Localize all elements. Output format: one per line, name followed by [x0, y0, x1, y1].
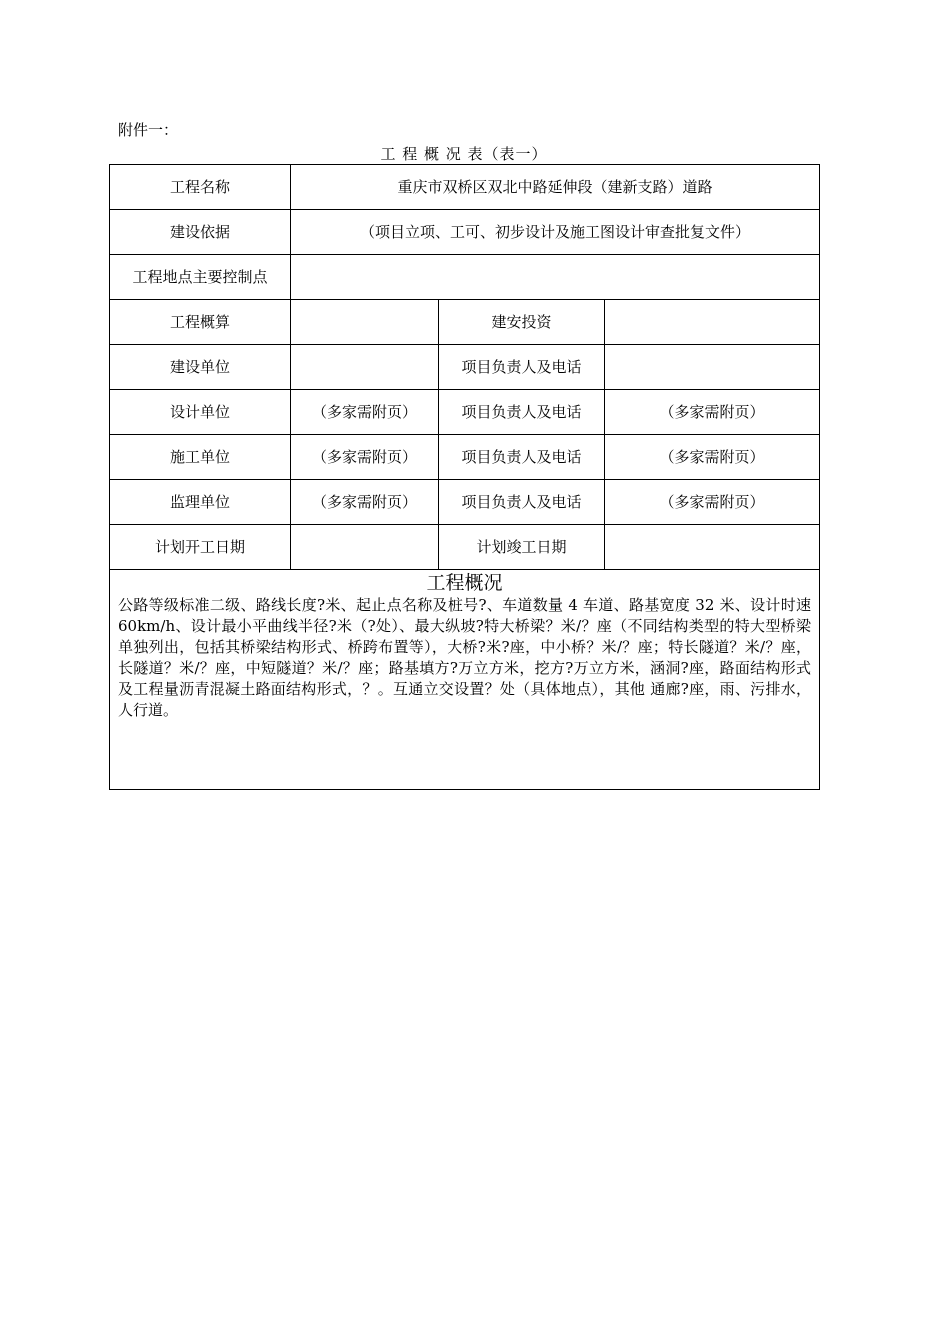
end-date-label: 计划竣工日期: [439, 525, 605, 570]
contact-value: [605, 345, 820, 390]
project-overview-table: [109, 164, 820, 790]
contact-value: （多家需附页）: [605, 390, 820, 435]
contact-label: 项目负责人及电话: [439, 390, 605, 435]
unit-label: 监理单位: [110, 480, 291, 525]
start-date-value: [291, 525, 439, 570]
budget-label: 工程概算: [110, 300, 291, 345]
investment-label: 建安投资: [439, 300, 605, 345]
end-date-value: [605, 525, 820, 570]
summary-body: 公路等级标准二级、路线长度?米、起止点名称及桩号?、车道数量 4 车道、路基宽度 32 米、设计时速 60km/h、设计最小平曲线半径?米（?处）、最大纵坡?特大桥梁？米/？座（不同结构类型的特大型桥梁单独列出，包括其桥梁结构形式、桥跨布置等），大桥?米?座，中小桥？米/？座；特长隧道？米/？座，长隧道？米/？座，中短隧道？米/？座；路基填方?万立方米，挖方?万立方米，涵洞?座，路面结构形式及工程量沥青混凝土路面结构形式，？。互通立交设置？处（具体地点），其他 通廊?座，雨、污排水，人行道。: [118, 596, 812, 719]
basis-label: 建设依据: [110, 210, 291, 255]
table-row-schedule: [110, 525, 820, 570]
table-row-summary: [110, 570, 820, 790]
project-name-value: 重庆市双桥区双北中路延伸段（建新支路）道路: [291, 165, 820, 210]
location-label: 工程地点主要控制点: [110, 255, 291, 300]
table-row-supervision-unit: [110, 480, 820, 525]
summary-heading: 工程概况: [426, 572, 503, 594]
table-title: 工 程 概 况 表（表一）: [380, 145, 548, 163]
contact-label: 项目负责人及电话: [439, 345, 605, 390]
contact-value: （多家需附页）: [605, 480, 820, 525]
table-row-construction-unit: [110, 345, 820, 390]
contact-label: 项目负责人及电话: [439, 480, 605, 525]
location-value: [291, 255, 820, 300]
project-name-label: 工程名称: [110, 165, 291, 210]
contact-value: （多家需附页）: [605, 435, 820, 480]
table-row-location: [110, 255, 820, 300]
start-date-label: 计划开工日期: [110, 525, 291, 570]
unit-label: 施工单位: [110, 435, 291, 480]
summary-cell: [110, 570, 820, 790]
unit-value: （多家需附页）: [291, 390, 439, 435]
investment-value: [605, 300, 820, 345]
unit-value: [291, 345, 439, 390]
table-row-project-name: [110, 165, 820, 210]
unit-value: （多家需附页）: [291, 480, 439, 525]
basis-value: （项目立项、工可、初步设计及施工图设计审查批复文件）: [291, 210, 820, 255]
budget-value: [291, 300, 439, 345]
unit-label: 设计单位: [110, 390, 291, 435]
unit-value: （多家需附页）: [291, 435, 439, 480]
unit-label: 建设单位: [110, 345, 291, 390]
table-row-basis: [110, 210, 820, 255]
table-row-builder-unit: [110, 435, 820, 480]
table-row-design-unit: [110, 390, 820, 435]
contact-label: 项目负责人及电话: [439, 435, 605, 480]
table-row-budget: [110, 300, 820, 345]
attachment-label: 附件一：: [118, 121, 179, 139]
